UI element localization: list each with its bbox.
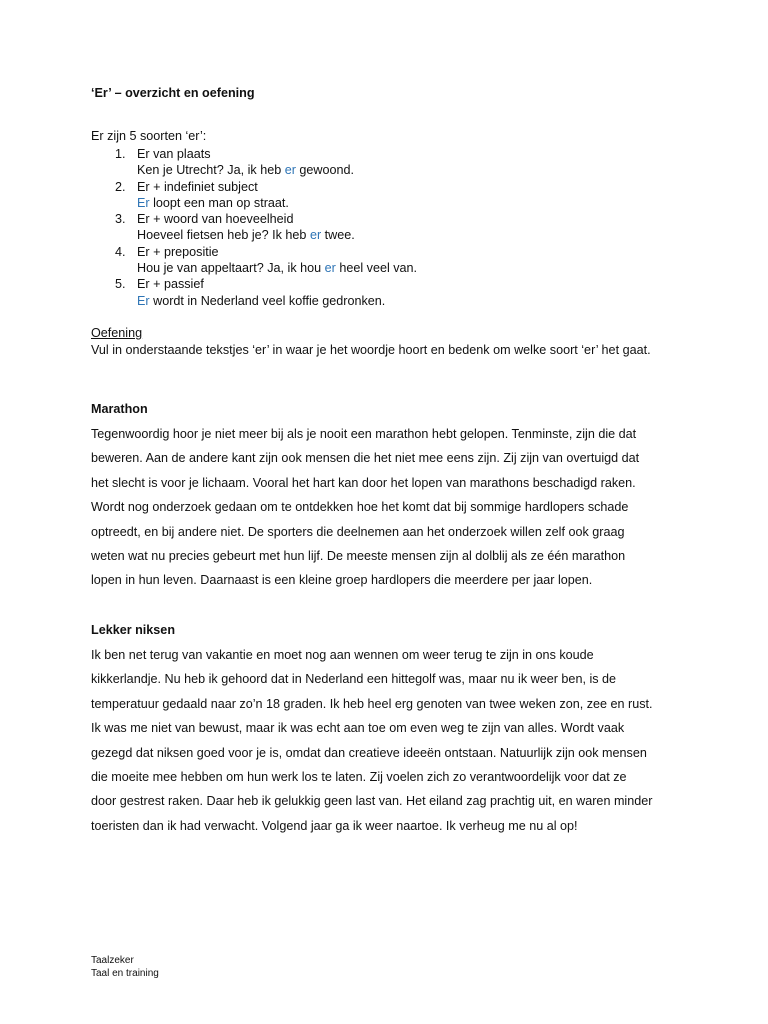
list-item	[91, 179, 417, 212]
text-line: temperatuur gedaald naar zo’n 18 graden. Ik heb heel erg genoten van twee weken zon, zee en rust.	[91, 696, 653, 711]
text-line: optreedt, en bij andere niet. De sporters die deelnemen aan het onderzoek willen zelf ook graag	[91, 524, 625, 539]
text-line: beweren. Aan de andere kant zijn ook mensen die het niet mee eens zijn. Zij zijn van overtuigd dat	[91, 451, 640, 466]
text-line: Ik ben net terug van vakantie en moet nog aan wennen om weer terug te zijn in ons koude	[91, 648, 594, 662]
item-example: Er wordt in Nederland veel koffie gedronken.	[137, 293, 386, 308]
footer-tagline: Taal en training	[91, 968, 159, 979]
list-item	[91, 244, 417, 277]
text-line: door gestrest raken. Daar heb ik gelukkig geen last van. Het eiland zag prachtig uit, en waren minder	[91, 794, 653, 809]
er-highlight: er	[324, 261, 336, 276]
item-number: 2.	[115, 179, 126, 194]
text-line: gezegd dat niksen goed voor je is, omdat dan creatieve ideeën ontstaan. Natuurlijk zijn ook mensen	[91, 745, 647, 760]
item-label: Er + passief	[137, 277, 204, 292]
item-number: 5.	[115, 277, 126, 292]
item-label: Er + indefiniet subject	[137, 179, 258, 194]
marathon-paragraph	[91, 422, 686, 593]
exercise-instruction: Vul in onderstaande tekstjes ‘er’ in waar je het woordje hoort en bedenk om welke soort ‘er’ het gaat.	[91, 343, 651, 357]
text-line: Wordt nog onderzoek gedaan om te ontdekken hoe het komt dat bij sommige hardlopers schade	[91, 500, 629, 515]
page-footer	[91, 954, 159, 980]
item-label: Er + woord van hoeveelheid	[137, 212, 294, 227]
item-number: 1.	[115, 147, 126, 161]
exercise-heading: Oefening	[91, 326, 143, 340]
item-label: Er van plaats	[137, 147, 211, 161]
niksen-title: Lekker niksen	[91, 623, 176, 637]
item-example: Er loopt een man op straat.	[137, 195, 289, 210]
item-number: 3.	[115, 212, 126, 227]
list-item	[91, 276, 417, 309]
niksen-paragraph	[91, 643, 686, 838]
item-example: Hoeveel fietsen heb je? Ik heb er twee.	[137, 228, 355, 243]
page-title: ‘Er’ – overzicht en oefening	[91, 86, 255, 100]
marathon-title: Marathon	[91, 402, 148, 416]
item-number: 4.	[115, 244, 126, 259]
text-line: die moeite mee hebben om hun werk los te laten. Zij voelen zich zo verantwoordelijk voor dat ze	[91, 770, 627, 785]
er-highlight: Er	[137, 195, 150, 210]
item-example: Hou je van appeltaart? Ja, ik hou er heel veel van.	[137, 261, 418, 276]
list-item	[91, 146, 417, 179]
text-line: weten wat nu precies gebeurt met hun lijf. De meeste mensen zijn al dolblij als ze één marathon	[91, 549, 626, 564]
er-types-list	[91, 146, 417, 309]
er-highlight: er	[284, 163, 296, 178]
footer-company: Taalzeker	[91, 955, 134, 966]
text-line: het slecht is voor je lichaam. Vooral het hart kan door het lopen van marathons beschadigd raken.	[91, 475, 636, 490]
er-highlight: er	[309, 228, 322, 243]
item-label: Er + prepositie	[137, 244, 219, 259]
text-line: kikkerlandje. Nu heb ik gehoord dat in Nederland een hittegolf was, maar nu ik weer ben, is de	[91, 672, 617, 687]
er-highlight: Er	[137, 293, 150, 308]
intro-text: Er zijn 5 soorten ‘er’:	[91, 129, 207, 143]
text-line: toeristen dan ik had verwacht. Volgend jaar ga ik weer naartoe. Ik verheug me nu al op!	[91, 818, 578, 833]
text-line: lopen in hun leven. Daarnaast is een kleine groep hardlopers die meerdere per jaar lopen.	[91, 573, 593, 588]
item-example: Ken je Utrecht? Ja, ik heb er gewoond.	[137, 163, 355, 178]
list-item	[91, 211, 417, 244]
text-line: Tegenwoordig hoor je niet meer bij als je nooit een marathon hebt gelopen. Tenminste, zijn die dat	[91, 427, 637, 441]
text-line: Ik was me niet van bewust, maar ik was echt aan toe om even weg te zijn van alles. Wordt vaak	[91, 721, 625, 736]
